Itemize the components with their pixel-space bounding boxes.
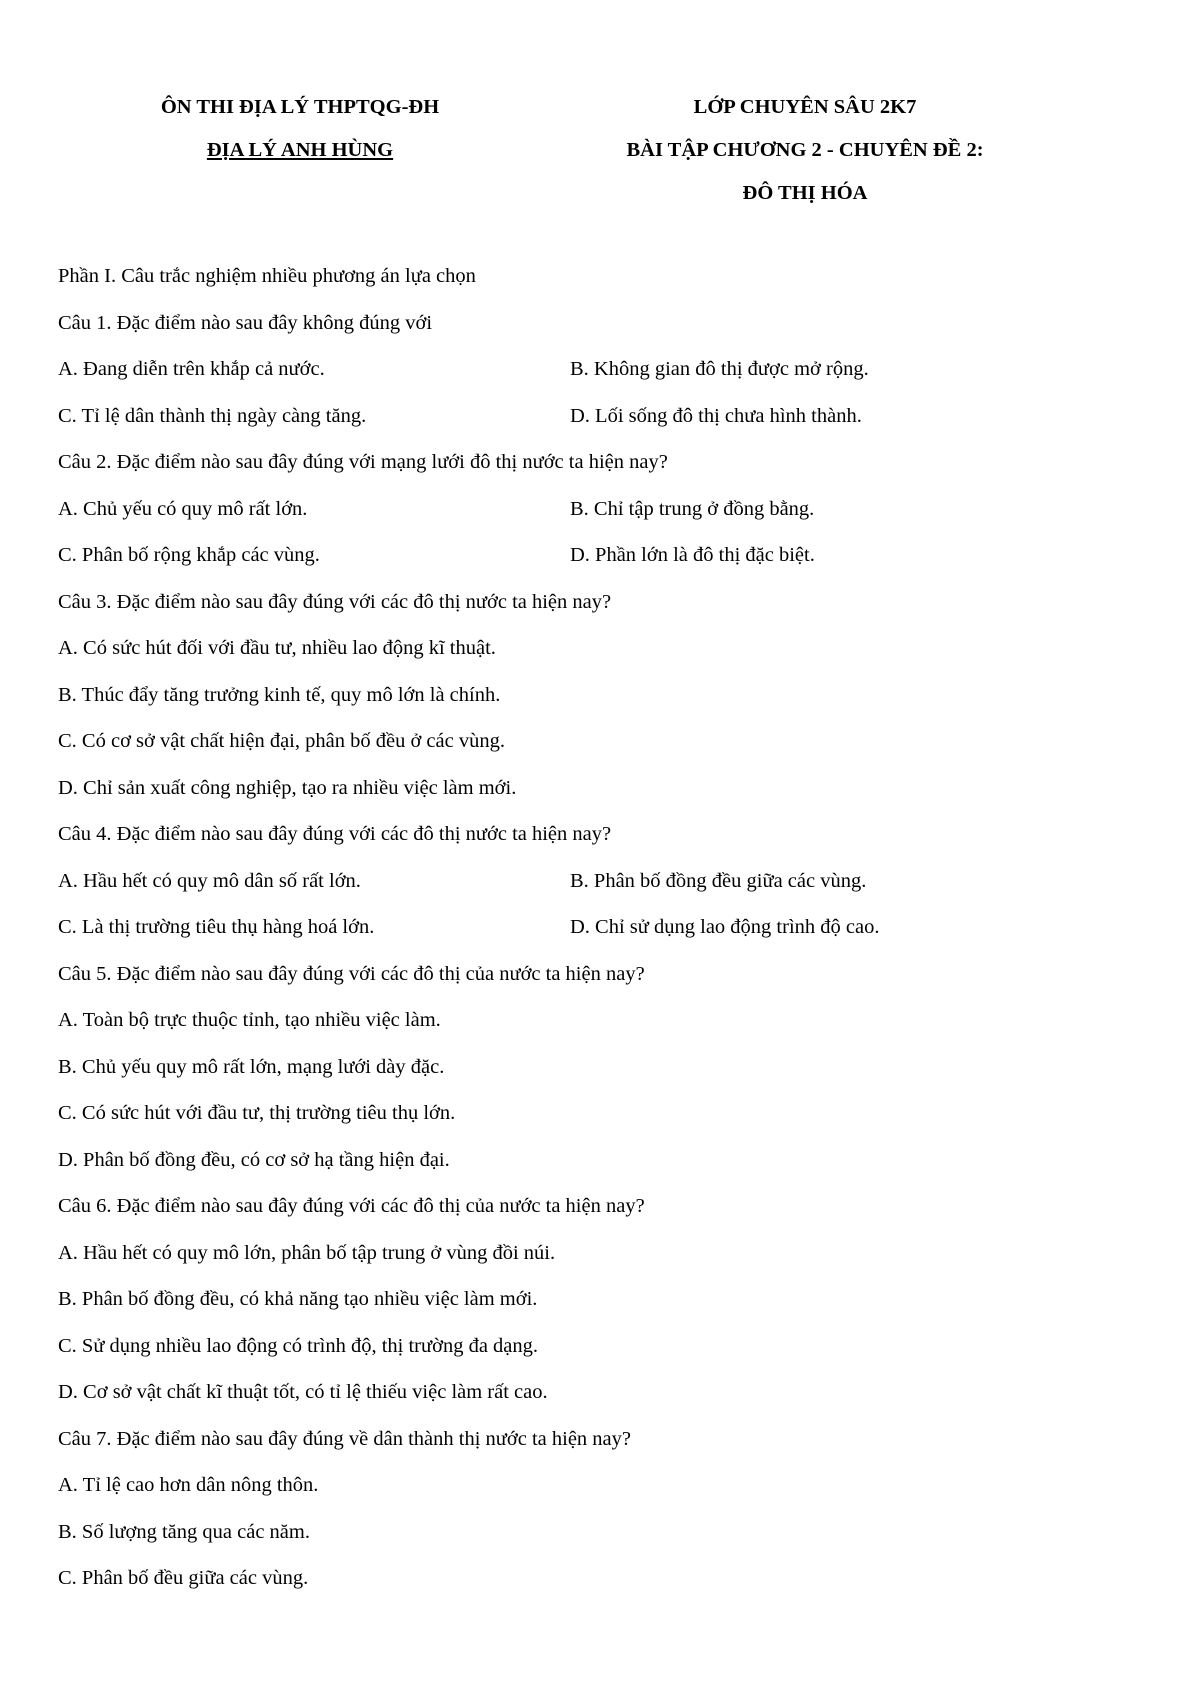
question-stem: Câu 3. Đặc điểm nào sau đây đúng với các đô thị nước ta hiện nay? (58, 590, 612, 613)
question-body (58, 263, 1158, 1612)
option-c: C. Là thị trường tiêu thụ hàng hoá lớn. (58, 916, 375, 938)
option-b: B. Phân bố đồng đều giữa các vùng. (570, 869, 867, 892)
question-stem: Câu 1. Đặc điểm nào sau đây không đúng với (58, 311, 433, 334)
option-d: D. Phần lớn là đô thị đặc biệt. (570, 544, 815, 566)
class-name: LỚP CHUYÊN SÂU 2K7 (693, 96, 917, 118)
question-stem: Câu 4. Đặc điểm nào sau đây đúng với các đô thị nước ta hiện nay? (58, 823, 612, 845)
section-title: Phần I. Câu trắc nghiệm nhiều phương án lựa chọn (58, 265, 476, 287)
question-stem: Câu 2. Đặc điểm nào sau đây đúng với mạng lưới đô thị nước ta hiện nay? (58, 451, 668, 473)
chapter-title: BÀI TẬP CHƯƠNG 2 - CHUYÊN ĐỀ 2: (626, 139, 984, 161)
option-b: B. Phân bố đồng đều, có khả năng tạo nhiều việc làm mới. (58, 1288, 538, 1310)
option-a: A. Tỉ lệ cao hơn dân nông thôn. (58, 1474, 319, 1496)
option-a: A. Toàn bộ trực thuộc tỉnh, tạo nhiều việc làm. (58, 1009, 441, 1031)
question-stem: Câu 6. Đặc điểm nào sau đây đúng với các đô thị của nước ta hiện nay? (58, 1195, 645, 1217)
exam-title: ÔN THI ĐỊA LÝ THPTQG-ĐH (160, 96, 440, 118)
header-right (560, 95, 1050, 224)
option-b: B. Số lượng tăng qua các năm. (58, 1520, 310, 1543)
option-row (58, 914, 1158, 961)
option-a: A. Chủ yếu có quy mô rất lớn. (58, 497, 308, 520)
option-d: D. Chỉ sử dụng lao động trình độ cao. (570, 916, 880, 938)
option-c: C. Có sức hút với đầu tư, thị trường tiêu thụ lớn. (58, 1102, 456, 1124)
option-row (58, 403, 1158, 450)
option-row (58, 496, 1158, 543)
option-b: B. Chỉ tập trung ở đồng bằng. (570, 497, 815, 520)
option-a: A. Có sức hút đối với đầu tư, nhiều lao động kĩ thuật. (58, 637, 496, 659)
option-a: A. Hầu hết có quy mô lớn, phân bố tập trung ở vùng đồi núi. (58, 1241, 556, 1264)
option-a: A. Hầu hết có quy mô dân số rất lớn. (58, 869, 361, 892)
option-c: C. Tỉ lệ dân thành thị ngày càng tăng. (58, 404, 367, 427)
option-row (58, 542, 1158, 589)
option-a: A. Đang diễn trên khắp cả nước. (58, 358, 325, 380)
option-d: D. Chỉ sản xuất công nghiệp, tạo ra nhiều việc làm mới. (58, 776, 517, 799)
option-d: D. Phân bố đồng đều, có cơ sở hạ tầng hiện đại. (58, 1148, 450, 1171)
question-stem: Câu 5. Đặc điểm nào sau đây đúng với các đô thị của nước ta hiện nay? (58, 962, 645, 985)
option-b: B. Thúc đẩy tăng trưởng kinh tế, quy mô lớn là chính. (58, 683, 501, 706)
option-c: C. Phân bố đều giữa các vùng. (58, 1567, 309, 1589)
question-stem: Câu 7. Đặc điểm nào sau đây đúng về dân thành thị nước ta hiện nay? (58, 1427, 632, 1450)
topic-title: ĐÔ THỊ HÓA (742, 182, 868, 204)
option-c: C. Phân bố rộng khắp các vùng. (58, 544, 320, 566)
header-left (70, 95, 530, 181)
option-b: B. Không gian đô thị được mở rộng. (570, 358, 869, 380)
option-d: D. Lối sống đô thị chưa hình thành. (570, 404, 862, 427)
option-c: C. Sử dụng nhiều lao động có trình độ, thị trường đa dạng. (58, 1334, 539, 1357)
option-row (58, 868, 1158, 915)
author-name: ĐỊA LÝ ANH HÙNG (206, 139, 394, 161)
option-row (58, 356, 1158, 403)
option-c: C. Có cơ sở vật chất hiện đại, phân bố đều ở các vùng. (58, 730, 505, 752)
option-d: D. Cơ sở vật chất kĩ thuật tốt, có tỉ lệ thiếu việc làm rất cao. (58, 1381, 548, 1403)
option-b: B. Chủ yếu quy mô rất lớn, mạng lưới dày đặc. (58, 1055, 445, 1078)
